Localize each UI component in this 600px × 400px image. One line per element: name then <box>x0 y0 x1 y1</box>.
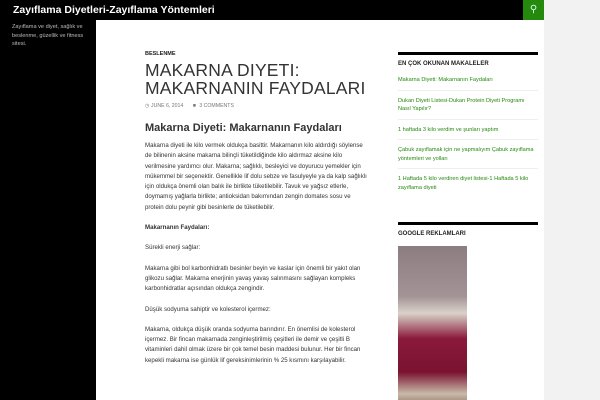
clock-icon: ◷ <box>145 103 150 109</box>
paragraph: Makarna diyeti ile kilo vermek oldukça basittir. Makarnanın kilo aldırdığı söylense de bilinenin aksine makarna bilinçli tüketildiğinde kilo aldırmaz aksine kilo verilmesine yardımcı olur. Makarna; sağlıklı, besleyici ve doyurucu yemekler için mükemmel bir seçenektir. Genellikle lif dolu sebze ve fasulyeyle ya da kalp sağlıklı için oldukça önemli olan balık ile birlikte tüketilebilir. Tavuk ve yağsız etlerle, doymamış yağlarla birlikte; antioksidan bakımından zengin domates sosu ve protein dolu peynir gibi besinlerle de tüketilebilir. <box>145 142 367 211</box>
top-bar <box>0 0 544 20</box>
search-button[interactable] <box>523 0 544 20</box>
popular-post-link[interactable]: 1 haftada 3 kilo verdim ve şunları yaptım <box>398 126 538 141</box>
paragraph: Makarna, oldukça düşük oranda sodyuma barındırır. En önemlisi de kolesterol içermez. Bir fincan makarnada zenginleştirilmiş çeşitleri ile demir ve çeşitli B vitaminleri dahil olmak üzere bir çok temel besin maddesi bulunur. Her bir fincan kepekli makarna ise günlük lif gereksinimlerinin % 25 kısmını karşılayabilir. <box>145 325 361 364</box>
article <box>145 51 377 376</box>
right-widgets <box>398 52 538 400</box>
paragraph: Makarna gibi bol karbonhidratlı besinler beyin ve kaslar için önemli bir yakıt olan glikozu sağlar. Makarna enerjinin yavaş yavaş salınmasını sağlayan kompleks karbonhidratlar açısından oldukça zengindir. <box>145 264 361 293</box>
popular-posts-title: EN ÇOK OKUNAN MAKALELER <box>398 52 538 68</box>
post-meta <box>145 103 377 110</box>
left-sidebar <box>0 20 96 400</box>
category-link[interactable]: BESLENME <box>145 51 176 57</box>
comment-icon: ■ <box>192 103 196 109</box>
site-description: Zayıflama ve diyet, sağlık ve beslenme, güzellik ve fitness sitesi. <box>12 24 84 47</box>
popular-post-link[interactable]: Çabuk zayıflamak için ne yapmalıyım Çabuk zayıflama yöntemleri ve yolları <box>398 146 538 169</box>
main-content <box>96 20 544 400</box>
paragraph: Sürekli enerji sağlar: <box>145 244 201 252</box>
post-date-link[interactable]: JUNE 6, 2014 <box>150 103 184 109</box>
post-title: MAKARNA DIYETI: MAKARNANIN FAYDALARI <box>145 60 366 98</box>
post-heading: Makarna Diyeti: Makarnanın Faydaları <box>145 122 342 134</box>
site-title-link[interactable]: Zayıflama Diyetleri-Zayıflama Yöntemleri <box>13 4 215 16</box>
search-icon: ⚲ <box>529 4 538 15</box>
popular-post-link[interactable]: Dukan Diyeti Listesi-Dukan Protein Diyeti Programı Nasıl Yapılır? <box>398 97 538 120</box>
post-content <box>145 122 367 366</box>
subheading: Makarnanın Faydaları: <box>145 224 210 232</box>
popular-post-link[interactable]: 1 Haftada 5 kilo verdiren diyet listesi-1 Haftada 5 kilo zayıflama diyeti <box>398 176 529 191</box>
paragraph: Düşük sodyuma sahiptir ve kolesterol içermez: <box>145 305 271 313</box>
advertisement-image[interactable] <box>398 246 467 400</box>
ads-title: GOOGLE REKLAMLARI <box>398 222 538 238</box>
popular-post-link[interactable]: Makarna Diyeti: Makarnanın Faydaları <box>398 76 538 91</box>
comments-link[interactable]: 3 COMMENTS <box>199 103 234 109</box>
